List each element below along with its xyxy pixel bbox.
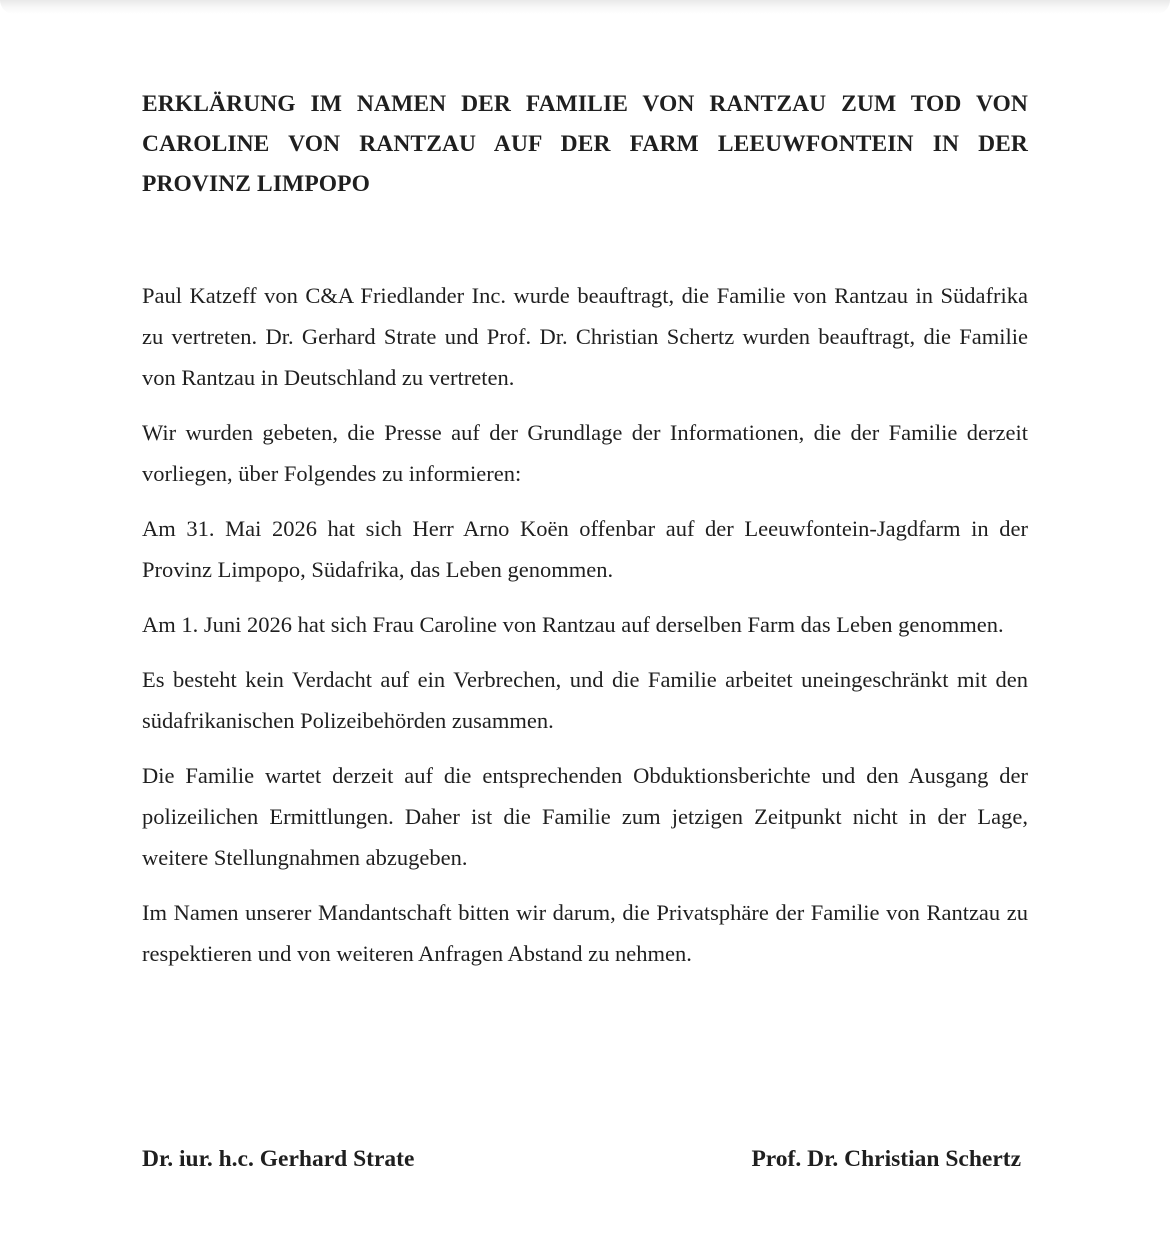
signature-strate: Dr. iur. h.c. Gerhard Strate	[142, 1146, 415, 1172]
page-top-edge	[0, 0, 1170, 14]
paragraph-awaiting-reports: Die Familie wartet derzeit auf die entsprechenden Obduktionsberichte und den Ausgang der polizeilichen Ermittlungen. Daher ist die Familie zum jetzigen Zeitpunkt nicht in der Lage, weitere Stellungnahmen abzugeben.	[142, 763, 1028, 870]
paragraph-privacy-request: Im Namen unserer Mandantschaft bitten wir darum, die Privatsphäre der Familie von Rantzau zu respektieren und von weiteren Anfragen Abstand zu nehmen.	[142, 900, 1028, 966]
document-title: ERKLÄRUNG IM NAMEN DER FAMILIE VON RANTZAU ZUM TOD VON CAROLINE VON RANTZAU AUF DER FARM LEEUWFONTEIN IN DER PROVINZ LIMPOPO	[142, 91, 1028, 197]
signature-schertz: Prof. Dr. Christian Schertz	[751, 1146, 1021, 1172]
paragraph-first-death: Am 31. Mai 2026 hat sich Herr Arno Koën offenbar auf der Leeuwfontein-Jagdfarm in der Provinz Limpopo, Südafrika, das Leben genommen.	[142, 516, 1028, 582]
paragraph-representation: Paul Katzeff von C&A Friedlander Inc. wurde beauftragt, die Familie von Rantzau in Südafrika zu vertreten. Dr. Gerhard Strate und Prof. Dr. Christian Schertz wurden beauftragt, die Familie von Rantzau in Deutschland zu vertreten.	[142, 283, 1028, 390]
paragraph-no-suspicion: Es besteht kein Verdacht auf ein Verbrechen, und die Familie arbeitet uneingeschränkt mit den südafrikanischen Polizeibehörden zusammen.	[142, 667, 1028, 733]
paragraph-press-request: Wir wurden gebeten, die Presse auf der Grundlage der Informationen, die der Familie derzeit vorliegen, über Folgendes zu informieren:	[142, 420, 1028, 486]
document-body	[142, 275, 1028, 988]
paragraph-second-death: Am 1. Juni 2026 hat sich Frau Caroline von Rantzau auf derselben Farm das Leben genommen.	[142, 612, 1004, 637]
